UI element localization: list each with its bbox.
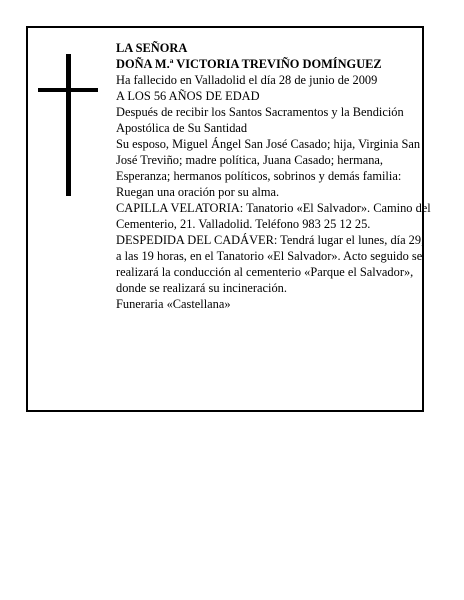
age-line: A LOS 56 AÑOS DE EDAD bbox=[116, 89, 260, 103]
chapel-line: CAPILLA VELATORIA: Tanatorio «El Salvador». Camino del Cementerio, 21. Valladolid. Teléfono 983 25 12 25. bbox=[116, 201, 431, 231]
farewell-line: DESPEDIDA DEL CADÁVER: Tendrá lugar el lunes, día 29, a las 19 horas, en el Tanatorio «El Salvador». Acto seguido se realizará la conducción al cementerio «Parque el Salvador», donde se realizará su incineración. bbox=[116, 233, 425, 295]
sacraments-line: Después de recibir los Santos Sacramentos y la Bendición Apostólica de Su Santidad bbox=[116, 105, 404, 135]
cross-icon bbox=[66, 54, 71, 196]
notice-text bbox=[116, 40, 432, 312]
deceased-name: DOÑA M.ª VICTORIA TREVIÑO DOMÍNGUEZ bbox=[116, 57, 382, 71]
death-line: Ha fallecido en Valladolid el día 28 de junio de 2009 bbox=[116, 73, 378, 87]
notice-label: LA SEÑORA bbox=[116, 41, 188, 55]
funeral-home-line: Funeraria «Castellana» bbox=[116, 297, 231, 311]
obituary-notice bbox=[26, 26, 431, 412]
family-line: Su esposo, Miguel Ángel San José Casado; hija, Virginia San José Treviño; madre política, Juana Casado; hermana, Esperanza; hermanos políticos, sobrinos y demás familia: bbox=[116, 137, 421, 183]
prayer-line: Ruegan una oración por su alma. bbox=[116, 185, 280, 199]
cross-icon-bar bbox=[38, 88, 98, 92]
